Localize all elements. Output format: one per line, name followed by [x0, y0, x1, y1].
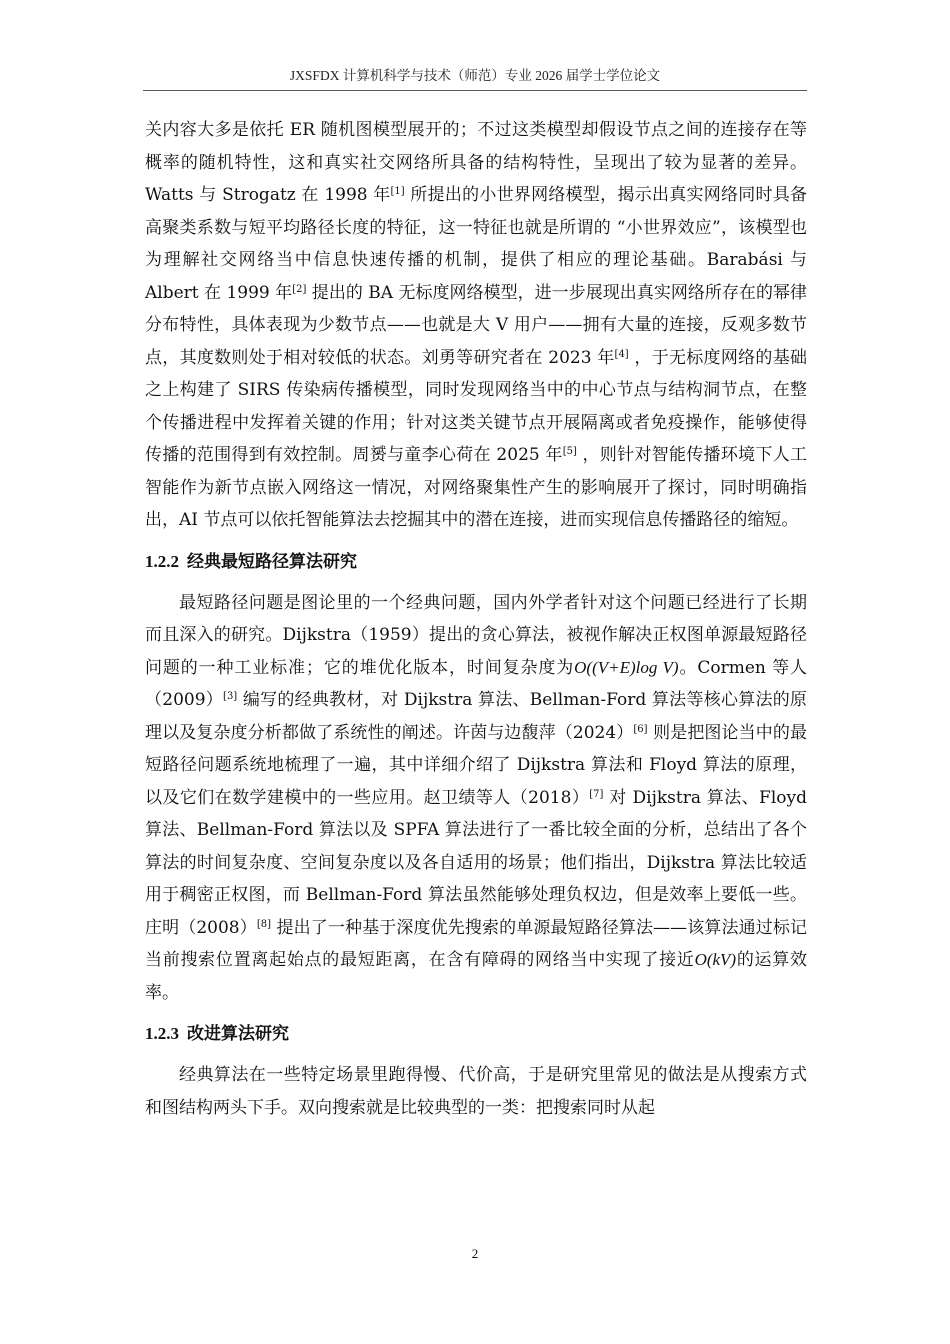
section-number: 1.2.3 — [145, 1024, 179, 1043]
citation-ref: [8] — [256, 918, 272, 930]
text-run: 则是把图论当中的最短路径问题系统地梳理了一遍，其中详细介绍了 Dijkstra 算法和 Floyd 算法的原理，以及它们在数学建模中的一些应用。赵卫绩等人（2018） — [145, 722, 808, 808]
text-run: 提出了一种基于深度优先搜索的单源最短路径算法——该算法通过标记当前搜索位置离起始点的最短距离，在含有障碍的网络当中实现了接近 — [145, 917, 807, 970]
paragraph-classic-algorithms — [145, 587, 807, 1010]
citation-ref: [3] — [223, 691, 238, 702]
paragraph-improved-algorithms — [145, 1059, 807, 1124]
section-heading-1-2-2 — [145, 549, 807, 575]
section-heading-1-2-3 — [145, 1021, 807, 1047]
citation-ref: [5] — [562, 446, 577, 457]
page-content — [145, 114, 807, 1124]
citation-ref: [4] — [614, 348, 629, 360]
text-run: 的运算效率。 — [145, 950, 808, 1003]
text-run: 经典算法在一些特定场景里跑得慢、代价高，于是研究里常见的做法是从搜索方式和图结构两头下手。双向搜索就是比较典型的一类：把搜索同时从起 — [145, 1065, 807, 1118]
text-run: ，则针对智能传播环境下人工智能作为新节点嵌入网络这一情况，对网络聚集性产生的影响展开了探讨，同时明确指出，AI 节点可以依托智能算法去挖掘其中的潜在连接，进而实现信息传播路径的缩短。 — [145, 445, 807, 530]
math-expression: O((V+E)log V) — [574, 657, 679, 677]
header-rule — [143, 90, 807, 91]
running-header: JXSFDX 计算机科学与技术（师范）专业 2026 届学士学位论文 — [289, 68, 661, 83]
citation-ref: [6] — [633, 723, 648, 735]
section-number: 1.2.2 — [145, 551, 179, 571]
text-run: 编写的经典教材，对 Dijkstra 算法、Bellman-Ford 算法等核心算法的原理以及复杂度分析都做了系统性的阐述。许茵与边馥萍（2024） — [145, 690, 807, 743]
text-run: 提出的 BA 无标度网络模型，进一步展现出真实网络所存在的幂律分布特性，具体表现为少数节点——也就是大 V 用户——拥有大量的连接，反观多数节点，其度数则处于相对较低的状态。刘勇等研究者在 2023 年 — [145, 282, 807, 368]
text-run: 对 Dijkstra 算法、Floyd 算法、Bellman-Ford 算法以及 SPFA 算法进行了一番比较全面的分析，总结出了各个算法的时间复杂度、空间复杂度以及各自适用的场景；他们指出，Dijkstra 算法比较适用于稠密正权图，而 Bellman-Ford 算法虽然能够处理负权边，但是效率上要低一些。庄明（2008） — [145, 787, 807, 938]
citation-ref: [2] — [292, 283, 307, 295]
text-run: 所提出的小世界网络模型，揭示出真实网络同时具备高聚类系数与短平均路径长度的特征，这一特征也就是所谓的 “小世界效应”，该模型也为理解社交网络当中信息快速传播的机制，提供了相应的理论基础。Barabási 与 Albert 在 1999 年 — [145, 185, 808, 303]
math-expression: O(kV) — [694, 950, 737, 969]
text-run: 。Cormen 等人（2009） — [145, 657, 807, 710]
section-title: 改进算法研究 — [187, 1024, 289, 1044]
text-run: ，于无标度网络的基础之上构建了 SIRS 传染病传播模型，同时发现网络当中的中心节点与结构洞节点，在整个传播进程中发挥着关键的作用；针对这类关键节点开展隔离或者免疫操作，能够使得传播的范围得到有效控制。周赟与童李心荷在 2025 年 — [145, 347, 807, 465]
citation-ref: [1] — [390, 186, 405, 197]
text-run: 最短路径问题是图论里的一个经典问题，国内外学者针对这个问题已经进行了长期而且深入的研究。Dijkstra（1959）提出的贪心算法，被视作解决正权图单源最短路径问题的一种工业标准；它的堆优化版本，时间复杂度为 — [145, 592, 807, 678]
page-number: 2 — [471, 1246, 479, 1261]
citation-ref: [7] — [589, 788, 604, 800]
paragraph-continuation — [145, 114, 807, 537]
text-run: 关内容大多是依托 ER 随机图模型展开的；不过这类模型却假设节点之间的连接存在等概率的随机特性，这和真实社交网络所具备的结构特性，呈现出了较为显著的差异。Watts 与 Strogatz 在 1998 年 — [145, 120, 807, 205]
section-title: 经典最短路径算法研究 — [187, 551, 357, 572]
